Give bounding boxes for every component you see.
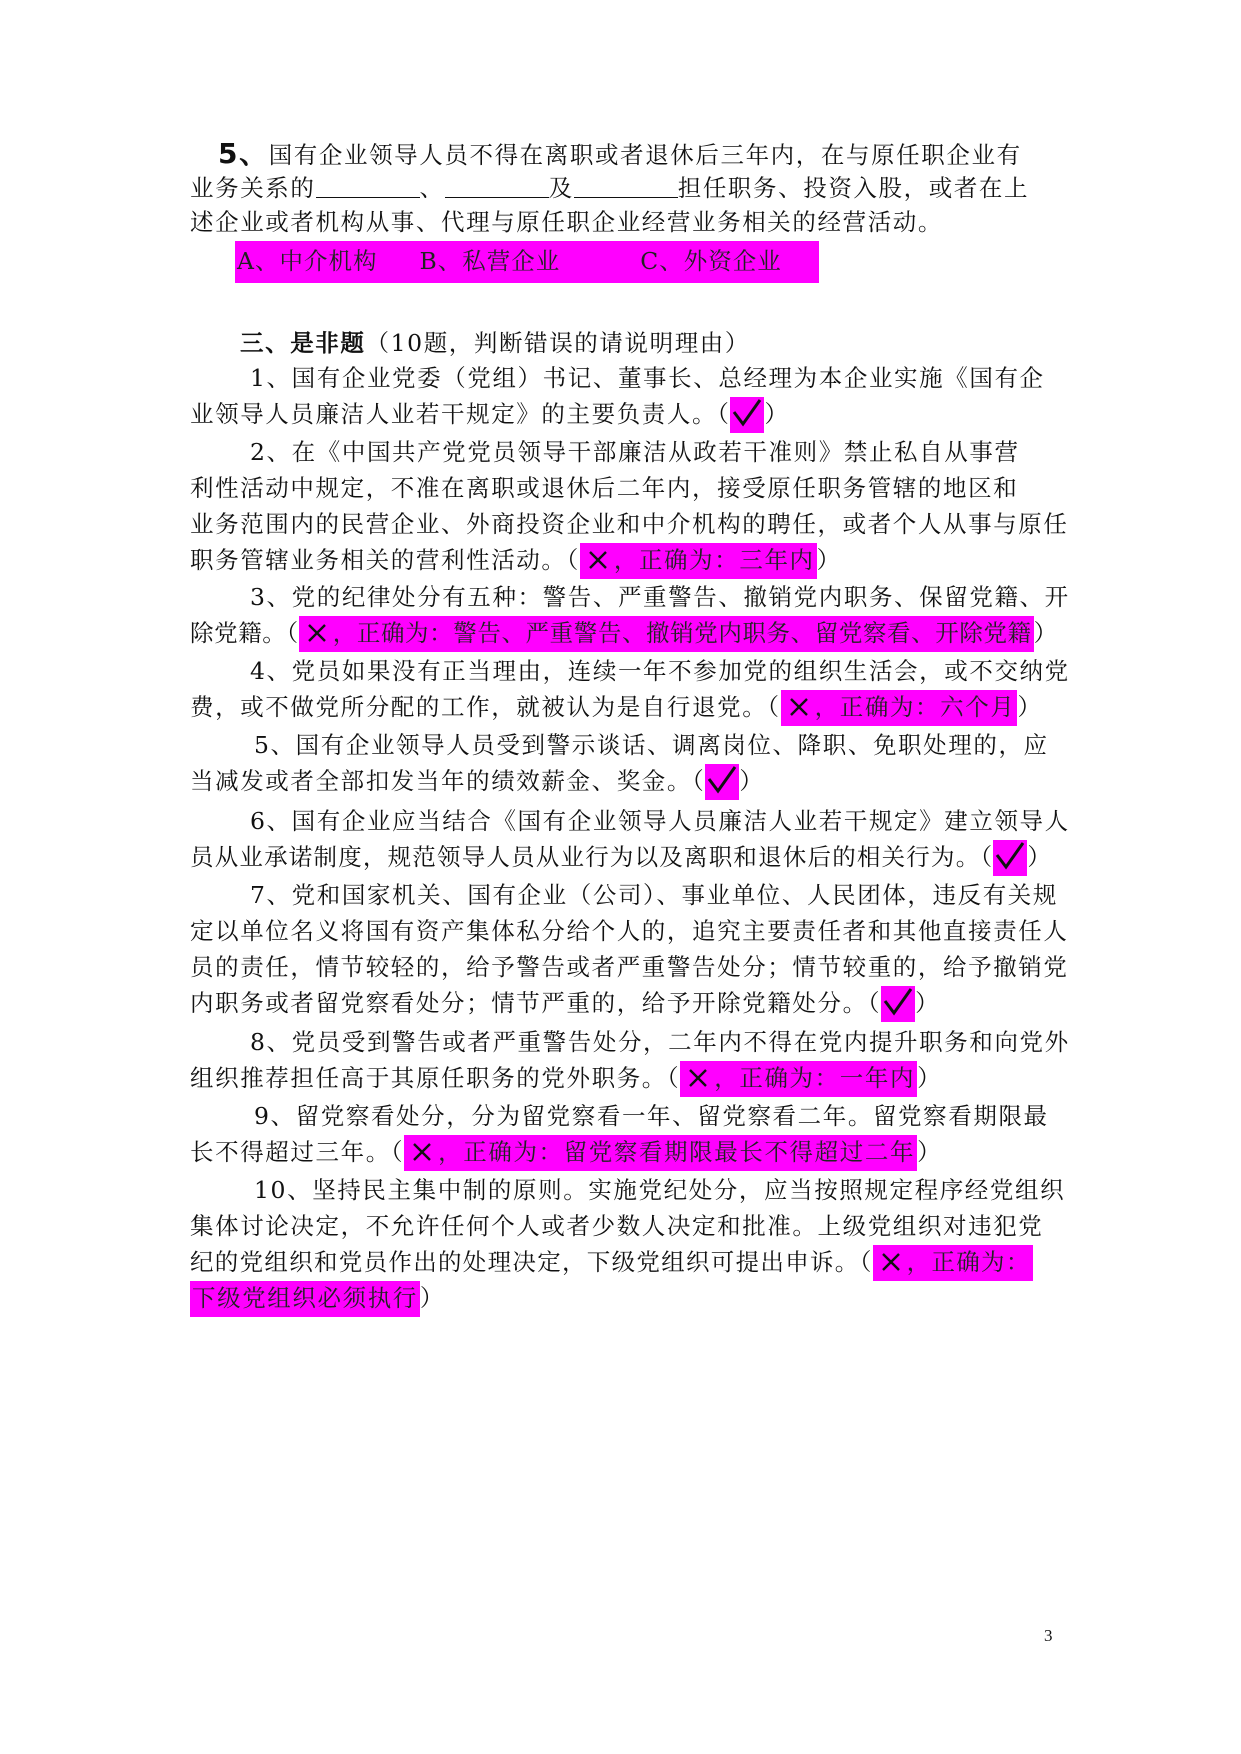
- item-2-line-2: 利性活动中规定，不准在离职或退休后二年内，接受原任职务管辖的地区和: [190, 474, 1019, 502]
- check-icon: [995, 841, 1025, 871]
- answer-mark-2: ，正确为：三年内: [580, 543, 817, 579]
- blank-1: [316, 173, 420, 198]
- item-9-line-1: 9、留党察看处分，分为留党察看一年、留党察看二年。留党察看期限最: [254, 1102, 1049, 1130]
- check-icon: [883, 987, 913, 1017]
- q5-line-3: 述企业或者机构从事、代理与原任职企业经营业务相关的经营活动。: [190, 208, 943, 236]
- cross-icon: [789, 697, 809, 717]
- item-10-line-3: 纪的党组织和党员作出的处理决定，下级党组织可提出申诉。（ ，正确为：: [190, 1245, 1055, 1279]
- item-1-line-1: 1、国有企业党委（党组）书记、董事长、总经理为本企业实施《国有企: [250, 364, 1045, 392]
- item-4-line-2: 费，或不做党所分配的工作，就被认为是自行退党。（ ，正确为：六个月）: [190, 690, 1055, 724]
- item-10-line-1: 10、坚持民主集中制的原则。实施党纪处分，应当按照规定程序经党组织: [254, 1176, 1066, 1204]
- answer-mark-1: [730, 397, 764, 433]
- item-7-line-2: 定以单位名义将国有资产集体私分给个人的，追究主要责任者和其他直接责任人: [190, 917, 1069, 945]
- item-8-line-1: 8、党员受到警告或者严重警告处分，二年内不得在党内提升职务和向党外: [250, 1028, 1070, 1056]
- item-6-line-1: 6、国有企业应当结合《国有企业领导人员廉洁人业若干规定》建立领导人: [250, 807, 1070, 835]
- q5-number: 5、: [218, 137, 269, 170]
- blank-3: [574, 173, 678, 198]
- check-icon: [707, 765, 737, 795]
- q5-answers: A、中介机构 B、私营企业 C、外资企业: [235, 241, 1100, 283]
- answer-mark-5: [705, 764, 739, 800]
- item-1-line-2: 业领导人员廉洁人业若干规定》的主要负责人。（ ）: [190, 397, 1055, 431]
- cross-icon: [307, 623, 327, 643]
- answer-mark-3: ，正确为：警告、严重警告、撤销党内职务、留党察看、开除党籍: [299, 616, 1034, 652]
- item-7-line-3: 员的责任，情节较轻的，给予警告或者严重警告处分；情节较重的，给予撤销党: [190, 953, 1069, 981]
- item-5-line-2: 当减发或者全部扣发当年的绩效薪金、奖金。（ ）: [190, 764, 1055, 798]
- item-7-line-4: 内职务或者留党察看处分；情节严重的，给予开除党籍处分。（ ）: [190, 986, 1055, 1020]
- page-number: 3: [1044, 1626, 1053, 1645]
- item-5-line-1: 5、国有企业领导人员受到警示谈话、调离岗位、降职、免职处理的，应: [254, 731, 1049, 759]
- item-8-line-2: 组织推荐担任高于其原任职务的党外职务。（ ，正确为：一年内）: [190, 1061, 1055, 1095]
- answer-mark-7: [881, 986, 915, 1022]
- item-9-line-2: 长不得超过三年。（ ，正确为：留党察看期限最长不得超过二年）: [190, 1135, 1055, 1169]
- cross-icon: [688, 1068, 708, 1088]
- item-2-line-1: 2、在《中国共产党党员领导干部廉洁从政若干准则》禁止私自从事营: [250, 438, 1020, 466]
- section-title: 三、是非题（10题，判断错误的请说明理由）: [240, 329, 751, 357]
- answer-text-10: 下级党组织必须执行: [190, 1281, 420, 1317]
- item-4-line-1: 4、党员如果没有正当理由，连续一年不参加党的组织生活会，或不交纳党: [250, 657, 1070, 685]
- item-10-line-2: 集体讨论决定，不允许任何个人或者少数人决定和批准。上级党组织对违犯党: [190, 1212, 1044, 1240]
- answer-mark-10: ，正确为：: [873, 1245, 1033, 1281]
- answer-mark-4: ，正确为：六个月: [781, 690, 1018, 726]
- item-2-line-3: 业务范围内的民营企业、外商投资企业和中介机构的聘任，或者个人从事与原任: [190, 510, 1069, 538]
- answer-mark-6: [993, 840, 1027, 876]
- item-3-line-2: 除党籍。（ ，正确为：警告、严重警告、撤销党内职务、留党察看、开除党籍）: [190, 616, 1055, 650]
- blank-2: [445, 173, 549, 198]
- answer-mark-8: ，正确为：一年内: [680, 1061, 917, 1097]
- item-2-line-4: 职务管辖业务相关的营利性活动。（ ，正确为：三年内）: [190, 543, 1055, 577]
- q5-line-1: 5、国有企业领导人员不得在离职或者退休后三年内，在与原任职企业有: [218, 137, 1022, 170]
- item-6-line-2: 员从业承诺制度，规范领导人员从业行为以及离职和退休后的相关行为。（ ）: [190, 840, 1055, 874]
- item-3-line-1: 3、党的纪律处分有五种：警告、严重警告、撤销党内职务、保留党籍、开: [250, 583, 1070, 611]
- cross-icon: [588, 550, 608, 570]
- cross-icon: [881, 1252, 901, 1272]
- answer-mark-9: ，正确为：留党察看期限最长不得超过二年: [404, 1135, 917, 1171]
- item-7-line-1: 7、党和国家机关、国有企业（公司）、事业单位、人民团体，违反有关规: [250, 881, 1059, 909]
- item-10-line-4: 下级党组织必须执行）: [190, 1281, 1055, 1315]
- q5-line-2: 业务关系的 、 及 担任职务、投资入股，或者在上: [190, 174, 1030, 202]
- cross-icon: [412, 1142, 432, 1162]
- check-icon: [732, 398, 762, 428]
